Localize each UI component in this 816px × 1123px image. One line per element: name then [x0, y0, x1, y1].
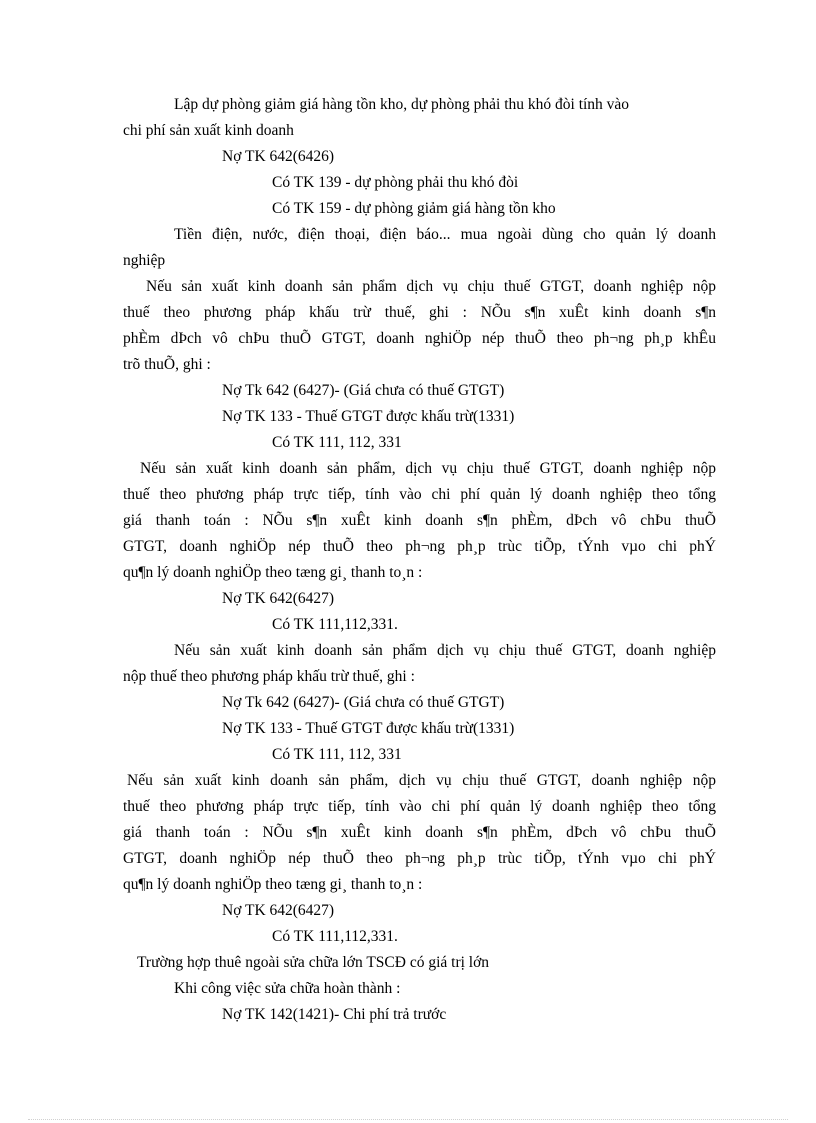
journal-entry: Nợ TK 142(1421)- Chi phí trả trước — [222, 1006, 447, 1023]
journal-entry: Nợ TK 133 - Thuế GTGT được khấu trừ(1331) — [222, 720, 515, 737]
text-line: GTGT, doanh nghiÖp nép thuÕ theo ph¬ng ph¸p trùc tiÕp, tÝnh vµo chi phÝ — [123, 850, 716, 867]
journal-entry: Nợ TK 642(6427) — [222, 590, 335, 607]
text-line: Nếu sản xuất kinh doanh sản phẩm dịch vụ chịu thuế GTGT, doanh nghiệp nộp — [146, 278, 716, 295]
journal-entry: Nợ Tk 642 (6427)- (Giá chưa có thuế GTGT) — [222, 382, 505, 399]
text-line: Trường hợp thuê ngoài sửa chữa lớn TSCĐ có giá trị lớn — [137, 954, 490, 971]
text-line: Nếu sản xuất kinh doanh sản phẩm dịch vụ chịu thuế GTGT, doanh nghiệp — [174, 642, 716, 659]
journal-entry: Nợ Tk 642 (6427)- (Giá chưa có thuế GTGT) — [222, 694, 505, 711]
text-line: thuế theo phương pháp khấu trừ thuế, ghi : NÕu s¶n xuÊt kinh doanh s¶n — [123, 304, 716, 321]
text-line: Nếu sản xuất kinh doanh sản phẩm, dịch vụ chịu thuế GTGT, doanh nghiệp nộp — [127, 772, 716, 789]
text-line: nghiệp — [123, 252, 166, 269]
journal-entry: Có TK 111,112,331. — [272, 928, 398, 945]
text-line: giá thanh toán : NÕu s¶n xuÊt kinh doanh s¶n phÈm, dÞch vô chÞu thuÕ — [123, 512, 716, 529]
page-bottom-divider — [28, 1119, 788, 1120]
text-line: Tiền điện, nước, điện thoại, điện báo... mua ngoài dùng cho quản lý doanh — [174, 226, 716, 243]
text-line: giá thanh toán : NÕu s¶n xuÊt kinh doanh s¶n phÈm, dÞch vô chÞu thuÕ — [123, 824, 716, 841]
journal-entry: Có TK 111,112,331. — [272, 616, 398, 633]
journal-entry: Có TK 139 - dự phòng phải thu khó đòi — [272, 174, 519, 191]
text-line: Nếu sản xuất kinh doanh sản phẩm, dịch vụ chịu thuế GTGT, doanh nghiệp nộp — [140, 460, 716, 477]
text-line: thuế theo phương pháp trực tiếp, tính vào chi phí quản lý doanh nghiệp theo tổng — [123, 486, 716, 503]
journal-entry: Có TK 111, 112, 331 — [272, 434, 402, 451]
text-line: trõ thuÕ, ghi : — [123, 356, 211, 373]
text-line: phÈm dÞch vô chÞu thuÕ GTGT, doanh nghiÖp nép thuÕ theo ph¬ng ph¸p khÊu — [123, 330, 716, 347]
journal-entry: Nợ TK 642(6426) — [222, 148, 335, 165]
text-line: GTGT, doanh nghiÖp nép thuÕ theo ph¬ng ph¸p trùc tiÕp, tÝnh vµo chi phÝ — [123, 538, 716, 555]
journal-entry: Có TK 159 - dự phòng giảm giá hàng tồn kho — [272, 200, 556, 217]
journal-entry: Nợ TK 642(6427) — [222, 902, 335, 919]
text-line: qu¶n lý doanh nghiÖp theo tæng gi¸ thanh to¸n : — [123, 564, 423, 581]
text-line: Khi công việc sửa chữa hoàn thành : — [174, 980, 401, 997]
text-line: thuế theo phương pháp trực tiếp, tính vào chi phí quản lý doanh nghiệp theo tổng — [123, 798, 716, 815]
text-line: Lập dự phòng giảm giá hàng tồn kho, dự phòng phải thu khó đòi tính vào — [174, 96, 630, 113]
journal-entry: Có TK 111, 112, 331 — [272, 746, 402, 763]
text-line: nộp thuế theo phương pháp khấu trừ thuế, ghi : — [123, 668, 415, 685]
text-line: qu¶n lý doanh nghiÖp theo tæng gi¸ thanh to¸n : — [123, 876, 423, 893]
journal-entry: Nợ TK 133 - Thuế GTGT được khấu trừ(1331) — [222, 408, 515, 425]
text-line: chi phí sản xuất kinh doanh — [123, 122, 294, 139]
